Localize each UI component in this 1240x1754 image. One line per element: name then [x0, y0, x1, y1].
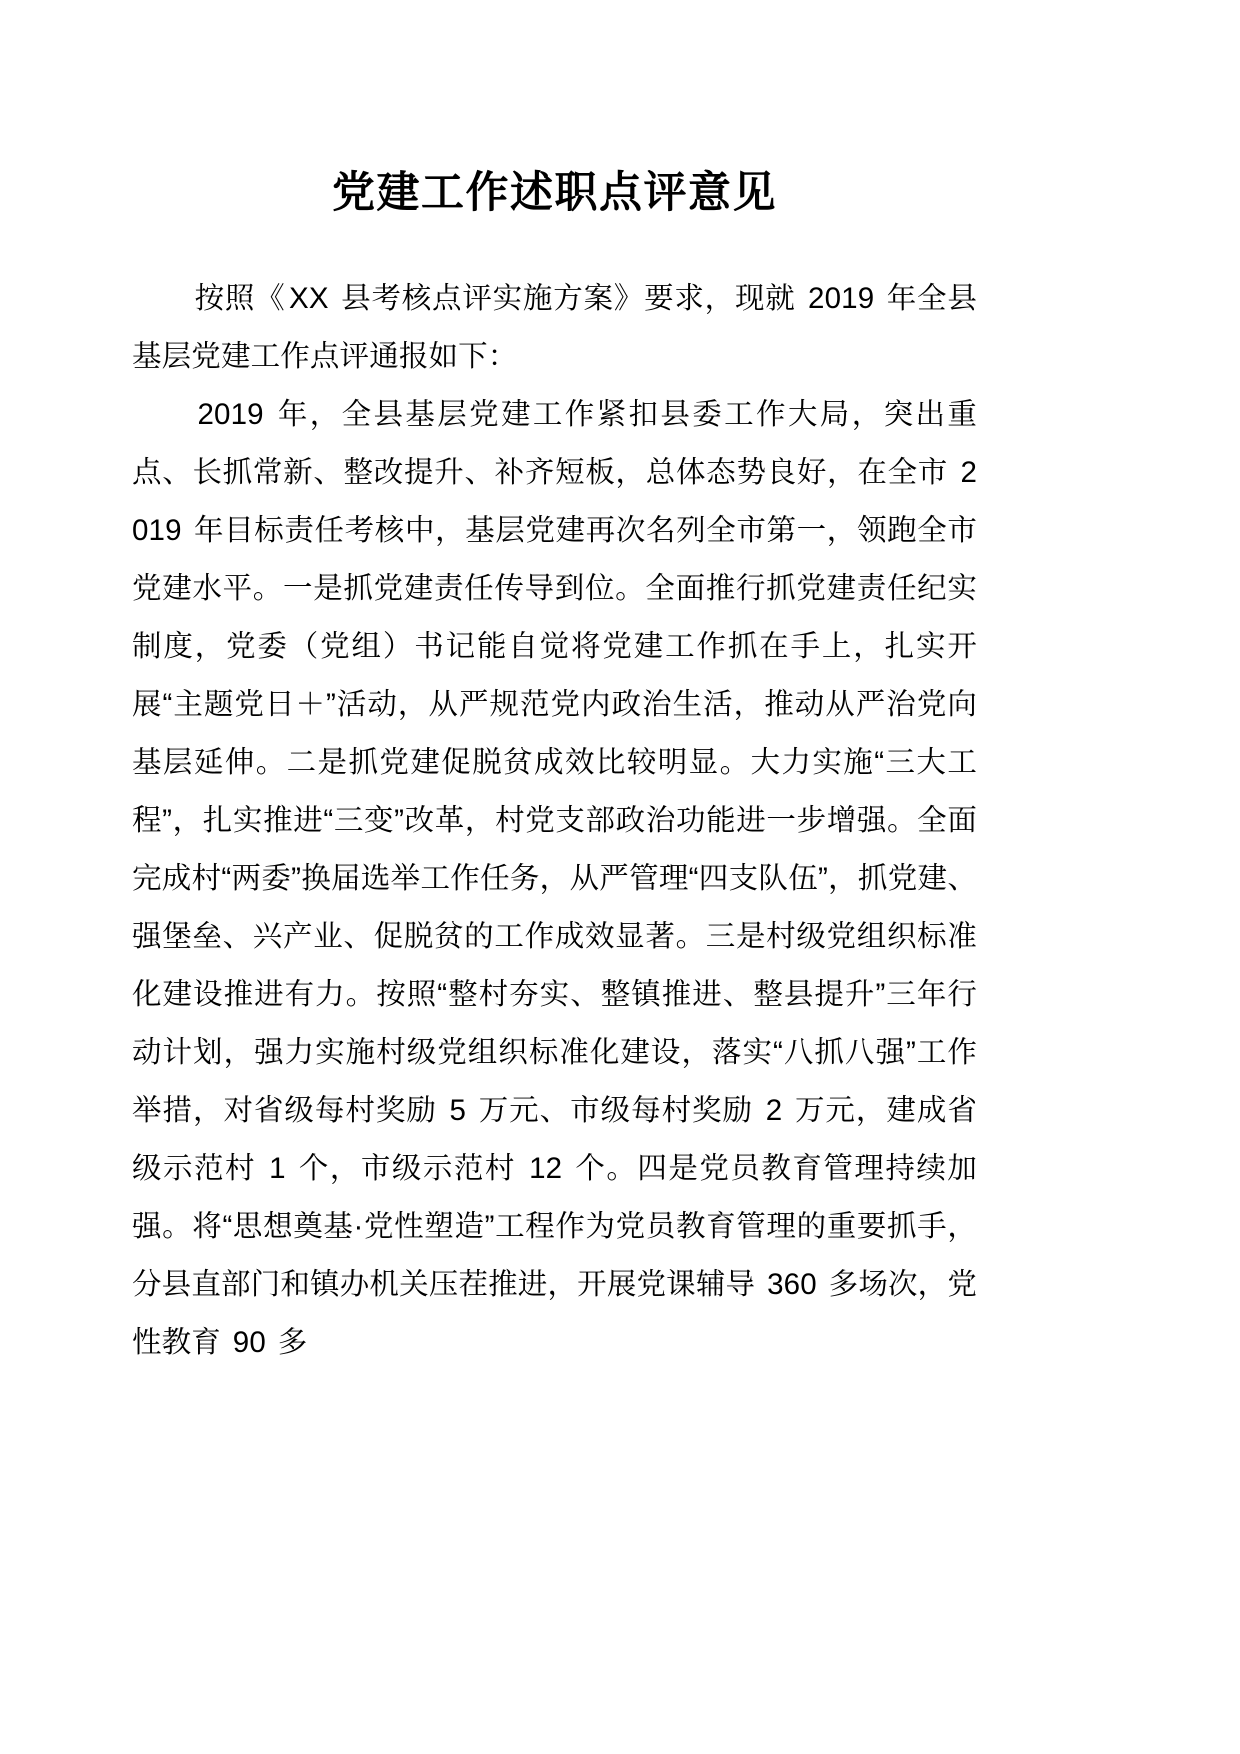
latin-run: 1 — [269, 1151, 286, 1185]
latin-run: 90 — [232, 1325, 266, 1359]
latin-run: 5 — [449, 1093, 467, 1127]
page-content-area — [132, 0, 977, 1372]
latin-run: 360 — [767, 1267, 817, 1301]
paragraph-intro-text: 按照《 XX 县考核点评实施方案》要求，现就 2019 年全县基层党建工作点评通报如下： — [132, 281, 978, 373]
latin-run: 2019 — [197, 397, 264, 431]
latin-run: 2019 — [808, 281, 875, 315]
latin-run: 2 — [765, 1093, 783, 1127]
latin-run: XX — [289, 281, 329, 315]
page-title: 党建工作述职点评意见 — [332, 169, 777, 217]
latin-run: 12 — [529, 1151, 563, 1185]
paragraph-body-2019-text: 2019 年，全县基层党建工作紧扣县委工作大局，突出重点、长抓常新、整改提升、补齐短板，总体态势良好，在全市 2019 年目标责任考核中，基层党建再次名列全市第一，领跑全市党建水平。一是抓党建责任传导到位。全面推行抓党建责任纪实制度，党委（党组）书记能自觉将党建工作抓在手上，扎实开展“主题党日＋”活动，从严规范党内政治生活，推动从严治党向基层延伸。二是抓党建促脱贫成效比较明显。大力实施“三大工程”，扎实推进“三变”改革，村党支部政治功能进一步增强。全面完成村“两委”换届选举工作任务，从严管理“四支队伍”，抓党建、强堡垒、兴产业、促脱贫的工作成效显著。三是村级党组织标准化建设推进有力。按照“整村夯实、整镇推进、整县提升”三年行动计划，强力实施村级党组织标准化建设，落实“八抓八强”工作举措，对省级每村奖励 5 万元、市级每村奖励 2 万元，建成省级示范村 1 个，市级示范村 12 个。四是党员教育管理持续加强。将“思想奠基·党性塑造”工程作为党员教育管理的重要抓手，分县直部门和镇办机关压茬推进，开展党课辅导 360 多场次，党性教育 90 多 — [132, 397, 977, 1359]
latin-run: 2019 — [132, 455, 977, 547]
paragraph-body-2019 — [132, 386, 977, 1372]
paragraph-intro — [132, 270, 977, 386]
